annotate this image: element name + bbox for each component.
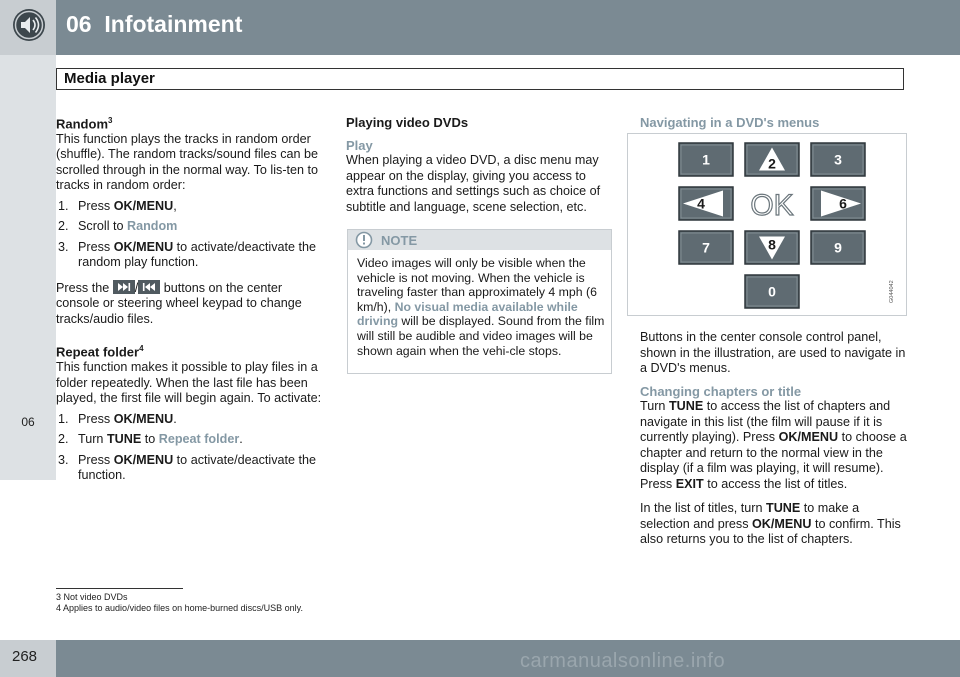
list-item: 2. Turn TUNE to Repeat folder. [58, 432, 243, 447]
video-heading: Playing video DVDs [346, 115, 469, 130]
footnote-rule [56, 588, 183, 589]
repeat-steps [56, 412, 324, 484]
speaker-icon [12, 8, 46, 42]
keypad-key-label: 1 [702, 151, 710, 168]
chapter-title [66, 11, 242, 38]
random-body: This function plays the tracks in random order (shuffle). The random tracks/sound files can be scrolled through in the normal way. To lis-ten to tracks in random order: [56, 131, 319, 193]
list-item: 1. Press OK/MENU, [58, 198, 177, 213]
side-chapter-tab-label: 06 [21, 415, 35, 429]
list-item: 3. Press OK/MENU to activate/deactivate the random play function. [58, 239, 317, 270]
repeat-heading: Repeat folder$^4$ [56, 344, 144, 360]
keypad-key-label: 4 [697, 195, 705, 212]
note-info-icon [355, 231, 373, 249]
column-middle [346, 115, 614, 215]
list-item: 2. Scroll to Random [58, 219, 178, 234]
track-change-text: Press the / buttons on the center console or steering wheel keypad to change tracks/audio files. [56, 280, 302, 326]
keypad-key-label: 2 [768, 155, 776, 172]
chapters-para-2: In the list of titles, turn TUNE to make a selection and press OK/MENU to confirm. This also returns you to the list of chapters. [640, 501, 901, 546]
image-code: G044042 [889, 280, 895, 303]
keypad-caption: Buttons in the center console control panel, shown in the illustration, are used to navigate in a DVD's menus. [640, 330, 906, 375]
chapter-name: Infotainment [104, 11, 243, 37]
keypad-key-label: 0 [768, 283, 776, 300]
keypad-key-label: 3 [834, 151, 842, 168]
list-item: 3. Press OK/MENU to activate/deactivate the function. [58, 452, 317, 483]
column-left [56, 113, 324, 484]
video-body: When playing a video DVD, a disc menu may appear on the display, giving you access to extra functions and settings such as choice of subtitle and language, scene selection, etc. [346, 153, 601, 214]
next-track-icon [113, 280, 135, 294]
random-steps [56, 199, 324, 271]
footnote-3: 3 Not video DVDs [56, 592, 128, 602]
section-title-bar [56, 68, 904, 90]
footnote-4: 4 Applies to audio/video files on home-burned discs/USB only. [56, 603, 303, 613]
ok-key-label: OK [750, 189, 794, 222]
chapter-number: 06 [66, 11, 92, 37]
keypad-svg [627, 133, 907, 316]
chapters-para-1: Turn TUNE to access the list of chapters and navigate in this list (the film will pause if it is currently playing). Press OK/MENU to choose a chapter and return to the normal view in the display (if a film was playing, it will resume). Press EXIT to access the list of titles. [640, 399, 907, 491]
footer-bar [0, 640, 960, 677]
list-item: 1. Press OK/MENU. [58, 411, 177, 426]
nav-heading: Navigating in a DVD's menus [640, 115, 820, 130]
note-body: Video images will only be visible when the vehicle is not moving. When the vehicle is traveling faster than approximately 4 mph (6 km/h), No visual media available while driving will be displayed. Sound from the film will still be audible and video images will be shown again when the vehi-cle stops. [357, 256, 605, 358]
keypad-key-label: 6 [839, 195, 847, 212]
play-subheading: Play [346, 137, 373, 153]
keypad-key-label: 7 [702, 239, 710, 256]
note-title: NOTE [381, 233, 418, 248]
random-heading: Random$^3$ [56, 116, 113, 132]
previous-track-icon [138, 280, 160, 294]
page-number: 268 [12, 648, 38, 665]
watermark: carmanualsonline.info [520, 650, 726, 672]
repeat-body: This function makes it possible to play files in a folder repeatedly. When the last file has been played, the first file will begin again. To activate: [56, 360, 322, 406]
chapters-subheading: Changing chapters or title [640, 383, 802, 399]
column-right [640, 330, 910, 548]
keypad-key-label: 9 [834, 239, 842, 256]
keypad-key-label: 8 [768, 236, 776, 253]
section-title: Media player [64, 70, 155, 87]
